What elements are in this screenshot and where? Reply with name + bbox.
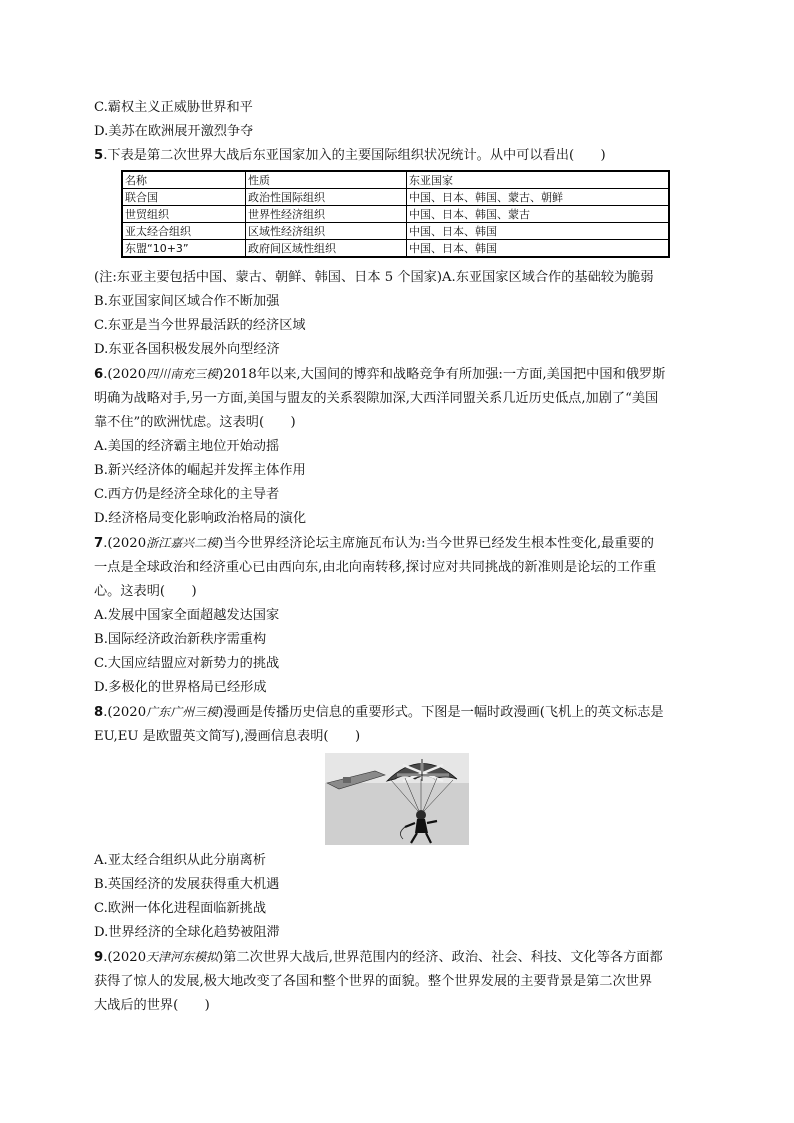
q9-stem-line1 [94,945,704,970]
q8-option-b: B.英国经济的发展获得重大机遇 [94,877,280,892]
table-cell: 世界性经济组织 [246,206,407,223]
table-row [122,223,669,240]
q9-stem-text: )第二次世界大战后,世界范围内的经济、政治、社会、科技、文化等各方面都 [218,950,663,965]
q8-option-d: D.世界经济的全球化趋势被阻滞 [94,925,280,940]
table-cell: 政府间区域性组织 [246,240,407,258]
q7-number: 7 [94,536,104,551]
q8-stem-text: )漫画是传播历史信息的重要形式。下图是一幅时政漫画(飞机上的英文标志是 [218,705,664,720]
q7-stem-text: )当今世界经济论坛主席施瓦布认为:当今世界已经发生根本性变化,最重要的 [218,536,654,551]
q9-stem-line3: 大战后的世界( ) [94,998,210,1013]
table-cell: 区域性经济组织 [246,223,407,240]
q7-source: 浙江嘉兴二模 [146,536,219,550]
q6-year: .(2020 [103,367,147,382]
table-cell: 东盟“10+3” [122,240,246,258]
q8-option-a: A.亚太经合组织从此分崩离析 [94,853,266,868]
q4-option-d: D.美苏在欧洲展开激烈争夺 [94,124,254,139]
organization-table [121,170,670,258]
q8-stem-line1 [94,700,704,725]
q5-option-d: D.东亚各国积极发展外向型经济 [94,342,280,357]
q6-number: 6 [94,367,104,382]
q6-option-b: B.新兴经济体的崛起并发挥主体作用 [94,463,306,478]
q6-stem-text: )2018年以来,大国间的博弈和战略竞争有所加强:一方面,美国把中国和俄罗斯 [218,367,666,382]
table-cell: 中国、日本、韩国 [407,240,670,258]
q8-number: 8 [94,705,104,720]
table-row [122,240,669,258]
q6-stem-line2: 明确为战略对手,另一方面,美国与盟友的关系裂隙加深,大西洋同盟关系几近历史低点,加剧了“美国 [94,391,659,406]
political-cartoon-image [325,753,469,845]
table-cell: 世贸组织 [122,206,246,223]
q8-stem-line2: EU,EU 是欧盟英文简写),漫画信息表明( ) [94,729,361,744]
q8-year: .(2020 [103,705,147,720]
q8-source: 广东广州三模 [146,705,219,719]
q5-stem-text: .下表是第二次世界大战后东亚国家加入的主要国际组织状况统计。从中可以看出( ) [103,148,606,163]
q9-stem-line2: 获得了惊人的发展,极大地改变了各国和整个世界的面貌。整个世界发展的主要背景是第二次世界 [94,974,653,989]
table-header-cell: 性质 [246,171,407,189]
q9-number: 9 [94,950,104,965]
q6-option-d: D.经济格局变化影响政治格局的演化 [94,511,307,526]
q5-option-c: C.东亚是当今世界最活跃的经济区域 [94,318,306,333]
table-header-cell: 东亚国家 [407,171,670,189]
q5-number: 5 [94,148,104,163]
table-row [122,189,669,206]
q6-stem-line3: 靠不住”的欧洲忧虑。这表明( ) [94,415,296,430]
q7-stem-line3: 心。这表明( ) [94,584,197,599]
q9-year: .(2020 [103,950,147,965]
q5-option-b: B.东亚国家间区域合作不断加强 [94,294,280,309]
q5-stem [94,144,704,168]
table-cell: 亚太经合组织 [122,223,246,240]
table-cell: 联合国 [122,189,246,206]
q7-option-a: A.发展中国家全面超越发达国家 [94,608,280,623]
table-cell: 政治性国际组织 [246,189,407,206]
exam-page [94,96,704,1018]
q5-table-area [94,168,704,266]
table-row [122,206,669,223]
q8-comic-area [94,749,704,849]
table-cell: 中国、日本、韩国、蒙古、朝鲜 [407,189,670,206]
q7-stem-line1 [94,531,704,556]
q7-year: .(2020 [103,536,147,551]
q9-source: 天津河东模拟 [146,950,219,964]
table-cell: 中国、日本、韩国 [407,223,670,240]
q5-note-option-a: (注:东亚主要包括中国、蒙古、朝鲜、韩国、日本 5 个国家)A.东亚国家区域合作的基础较为脆弱 [94,270,654,285]
table-cell: 中国、日本、韩国、蒙古 [407,206,670,223]
q8-option-c: C.欧洲一体化进程面临新挑战 [94,901,267,916]
q6-option-c: C.西方仍是经济全球化的主导者 [94,487,280,502]
table-header-cell: 名称 [122,171,246,189]
q7-option-d: D.多极化的世界格局已经形成 [94,680,267,695]
q7-option-c: C.大国应结盟应对新势力的挑战 [94,656,280,671]
q6-source: 四川南充三模 [146,367,219,381]
q7-stem-line2: 一点是全球政治和经济重心已由西向东,由北向南转移,探讨应对共同挑战的新准则是论坛的工作重 [94,560,657,575]
q4-option-c: C.霸权主义正威胁世界和平 [94,100,253,115]
q6-stem-line1 [94,362,704,387]
table-header-row [122,171,669,189]
q7-option-b: B.国际经济政治新秩序需重构 [94,632,267,647]
q6-option-a: A.美国的经济霸主地位开始动摇 [94,439,280,454]
